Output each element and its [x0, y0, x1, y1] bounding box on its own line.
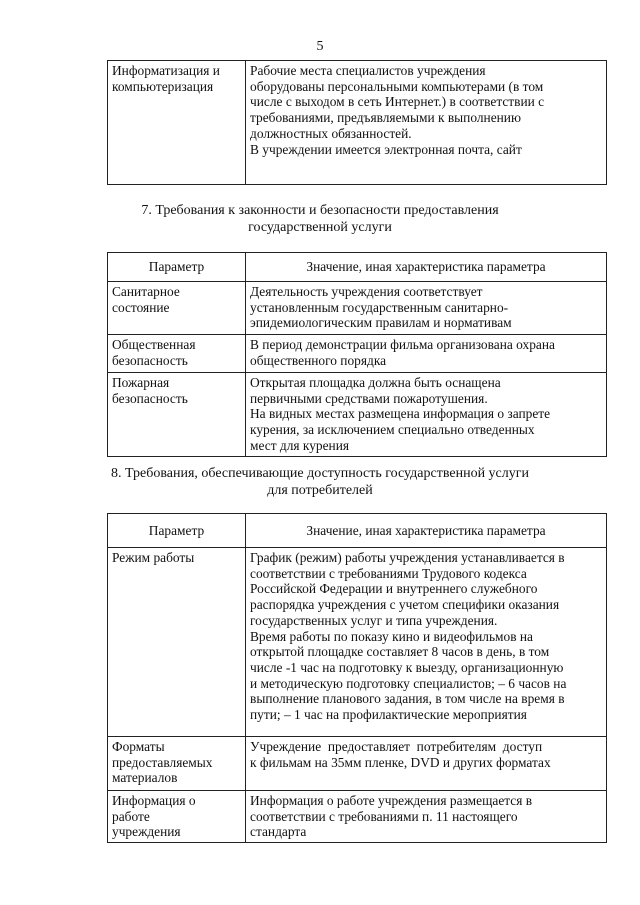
value-line: Открытая площадка должна быть оснащена	[250, 375, 501, 390]
param-cell	[108, 373, 246, 457]
title-line: 8. Требования, обеспечивающие доступность государственной услуги	[111, 466, 529, 481]
value-line: соответствии с требованиями Трудового кодекса	[250, 565, 527, 581]
title-line: государственной услуги	[248, 219, 392, 235]
param-cell	[108, 791, 246, 843]
table-row	[108, 791, 607, 843]
value-line: к фильмам на 35мм пленке, DVD и других форматах	[250, 754, 551, 770]
value-cell	[246, 791, 607, 843]
value-line: первичными средствами пожаротушения.	[250, 390, 488, 406]
value-line: выполнение планового задания, в том числе на время в	[250, 691, 565, 707]
table-header-row	[108, 253, 607, 282]
value-line: Информация о работе учреждения размещается в	[250, 793, 533, 808]
table-header-row	[108, 514, 607, 548]
value-line: Учреждение предоставляет потребителям доступ	[250, 739, 543, 754]
param-line: состояние	[112, 299, 170, 315]
param-line: Информатизация и	[112, 63, 220, 78]
value-line: оборудованы персональными компьютерами (в том	[250, 78, 544, 94]
value-line: должностных обязанностей.	[250, 125, 412, 141]
param-cell	[108, 282, 246, 335]
value-line: государственных услуг и типа учреждения.	[250, 612, 498, 628]
value-line: Деятельность учреждения соответствует	[250, 284, 483, 299]
table-row	[108, 737, 607, 791]
value-line: эпидемиологическим правилам и нормативам	[250, 315, 512, 331]
table-row	[108, 282, 607, 335]
value-cell	[246, 737, 607, 791]
param-line: Форматы	[112, 739, 165, 754]
column-header-value: Значение, иная характеристика параметра	[246, 514, 607, 548]
value-line: установленным государственным санитарно-	[250, 299, 509, 315]
value-cell	[246, 61, 607, 185]
column-header-param: Параметр	[108, 514, 246, 548]
value-line: На видных местах размещена информация о запрете	[250, 406, 551, 422]
value-line: требованиями, предъявляемыми к выполнению	[250, 110, 521, 126]
param-cell	[108, 335, 246, 373]
param-line: безопасность	[112, 390, 188, 406]
param-line: Информация о	[112, 793, 196, 808]
table-row	[108, 548, 607, 737]
value-line: В период демонстрации фильма организована охрана	[250, 337, 555, 352]
param-line: Санитарное	[112, 284, 180, 299]
value-line: Время работы по показу кино и видеофильмов на	[250, 628, 534, 644]
param-line: учреждения	[112, 824, 181, 840]
value-cell	[246, 373, 607, 457]
table-row	[108, 335, 607, 373]
value-line: пути; – 1 час на профилактические мероприятия	[250, 707, 527, 723]
value-cell	[246, 548, 607, 737]
param-line: безопасность	[112, 352, 188, 368]
param-cell	[108, 548, 246, 737]
param-cell	[108, 737, 246, 791]
value-line: общественного порядка	[250, 352, 387, 368]
value-cell	[246, 282, 607, 335]
param-line: Режим работы	[112, 550, 195, 565]
column-header-value: Значение, иная характеристика параметра	[246, 253, 607, 282]
value-line: открытой площадке составляет 8 часов в день, в том	[250, 644, 550, 660]
value-line: Российской Федерации и внутреннего служебного	[250, 581, 538, 597]
value-line: распорядка учреждения с учетом специфики оказания	[250, 597, 560, 613]
param-line: компьютеризация	[112, 78, 214, 94]
value-line: числе с выходом в сеть Интернет.) в соответствии с	[250, 94, 545, 110]
column-header-param: Параметр	[108, 253, 246, 282]
page-number: 5	[316, 39, 324, 54]
param-line: материалов	[112, 770, 178, 786]
value-cell	[246, 335, 607, 373]
value-line: числе -1 час на подготовку к выезду, организационную	[250, 659, 564, 675]
param-line: предоставляемых	[112, 754, 213, 770]
title-line: 7. Требования к законности и безопасности предоставления	[141, 203, 499, 218]
title-line: для потребителей	[267, 482, 373, 498]
value-line: Рабочие места специалистов учреждения	[250, 63, 486, 78]
value-line: курения, за исключением специально отведенных	[250, 422, 535, 438]
section-7-title	[0, 203, 640, 236]
informatization-table	[107, 60, 607, 185]
param-line: Общественная	[112, 337, 196, 352]
safety-table	[107, 252, 607, 457]
value-line: и методическую подготовку специалистов; – 6 часов на	[250, 675, 567, 691]
section-8-title	[0, 466, 640, 499]
param-line: Пожарная	[112, 375, 170, 390]
table-row	[108, 61, 607, 185]
table-row	[108, 373, 607, 457]
value-line: В учреждении имеется электронная почта, сайт	[250, 141, 522, 157]
param-cell	[108, 61, 246, 185]
accessibility-table	[107, 513, 607, 843]
value-line: График (режим) работы учреждения устанавливается в	[250, 550, 565, 565]
param-line: работе	[112, 808, 150, 824]
value-line: мест для курения	[250, 437, 350, 453]
value-line: стандарта	[250, 824, 307, 840]
value-line: соответствии с требованиями п. 11 настоящего	[250, 808, 518, 824]
